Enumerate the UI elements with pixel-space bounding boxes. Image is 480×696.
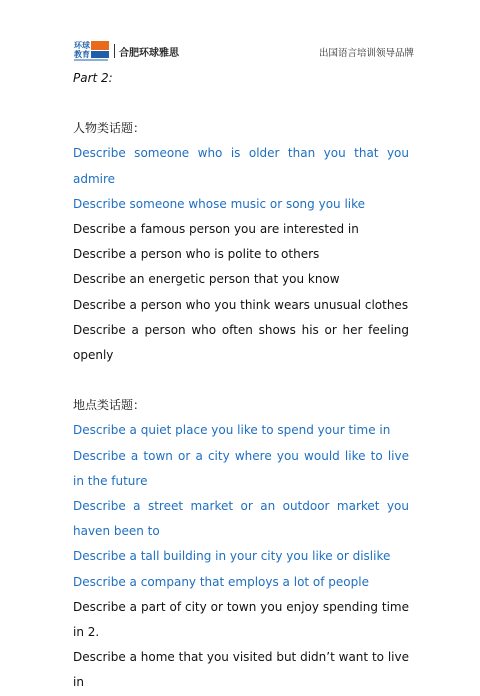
spacer: [73, 368, 409, 393]
logo-mark-icon: 环球 教育: [74, 40, 110, 62]
topic-item: Describe a person who is polite to others: [73, 247, 320, 262]
topic-item: Describe a town or a city where you would like to live in the future: [73, 448, 409, 488]
topic-item: Describe someone whose music or song you like: [73, 196, 366, 211]
people-heading: 人物类话题：: [73, 121, 146, 136]
logo-divider: [114, 44, 115, 58]
people-topic-list: [73, 141, 409, 368]
topic-item: Describe a home that you visited but didn’t want to live in: [73, 650, 409, 690]
topic-item: Describe a quiet place you like to spend your time in: [73, 423, 391, 438]
places-topic-list: [73, 418, 409, 695]
logo-text: 合肥环球雅思: [119, 47, 179, 59]
topic-item: Describe a person who often shows his or her feeling openly: [73, 322, 409, 363]
topic-item: Describe someone who is older than you that you admire: [73, 146, 409, 186]
topic-item: Describe a famous person you are interested in: [73, 222, 359, 237]
topic-item: Describe a tall building in your city you like or dislike: [73, 549, 391, 564]
topic-item: Describe a person who you think wears unusual clothes: [73, 297, 409, 312]
topic-item: Describe a company that employs a lot of people: [73, 574, 369, 589]
places-heading: 地点类话题：: [73, 398, 146, 413]
topic-item: Describe an energetic person that you know: [73, 272, 340, 287]
brand-logo: [74, 40, 179, 62]
part-title: Part 2:: [73, 71, 113, 85]
topic-item: Describe a street market or an outdoor market you haven been to: [73, 499, 409, 539]
spacer: [73, 91, 409, 116]
topic-item: Describe a part of city or town you enjoy spending time in 2.: [73, 599, 409, 640]
page-header: [74, 40, 414, 62]
document-body: [73, 66, 409, 696]
header-slogan: 出国语言培训领导品牌: [318, 48, 414, 59]
